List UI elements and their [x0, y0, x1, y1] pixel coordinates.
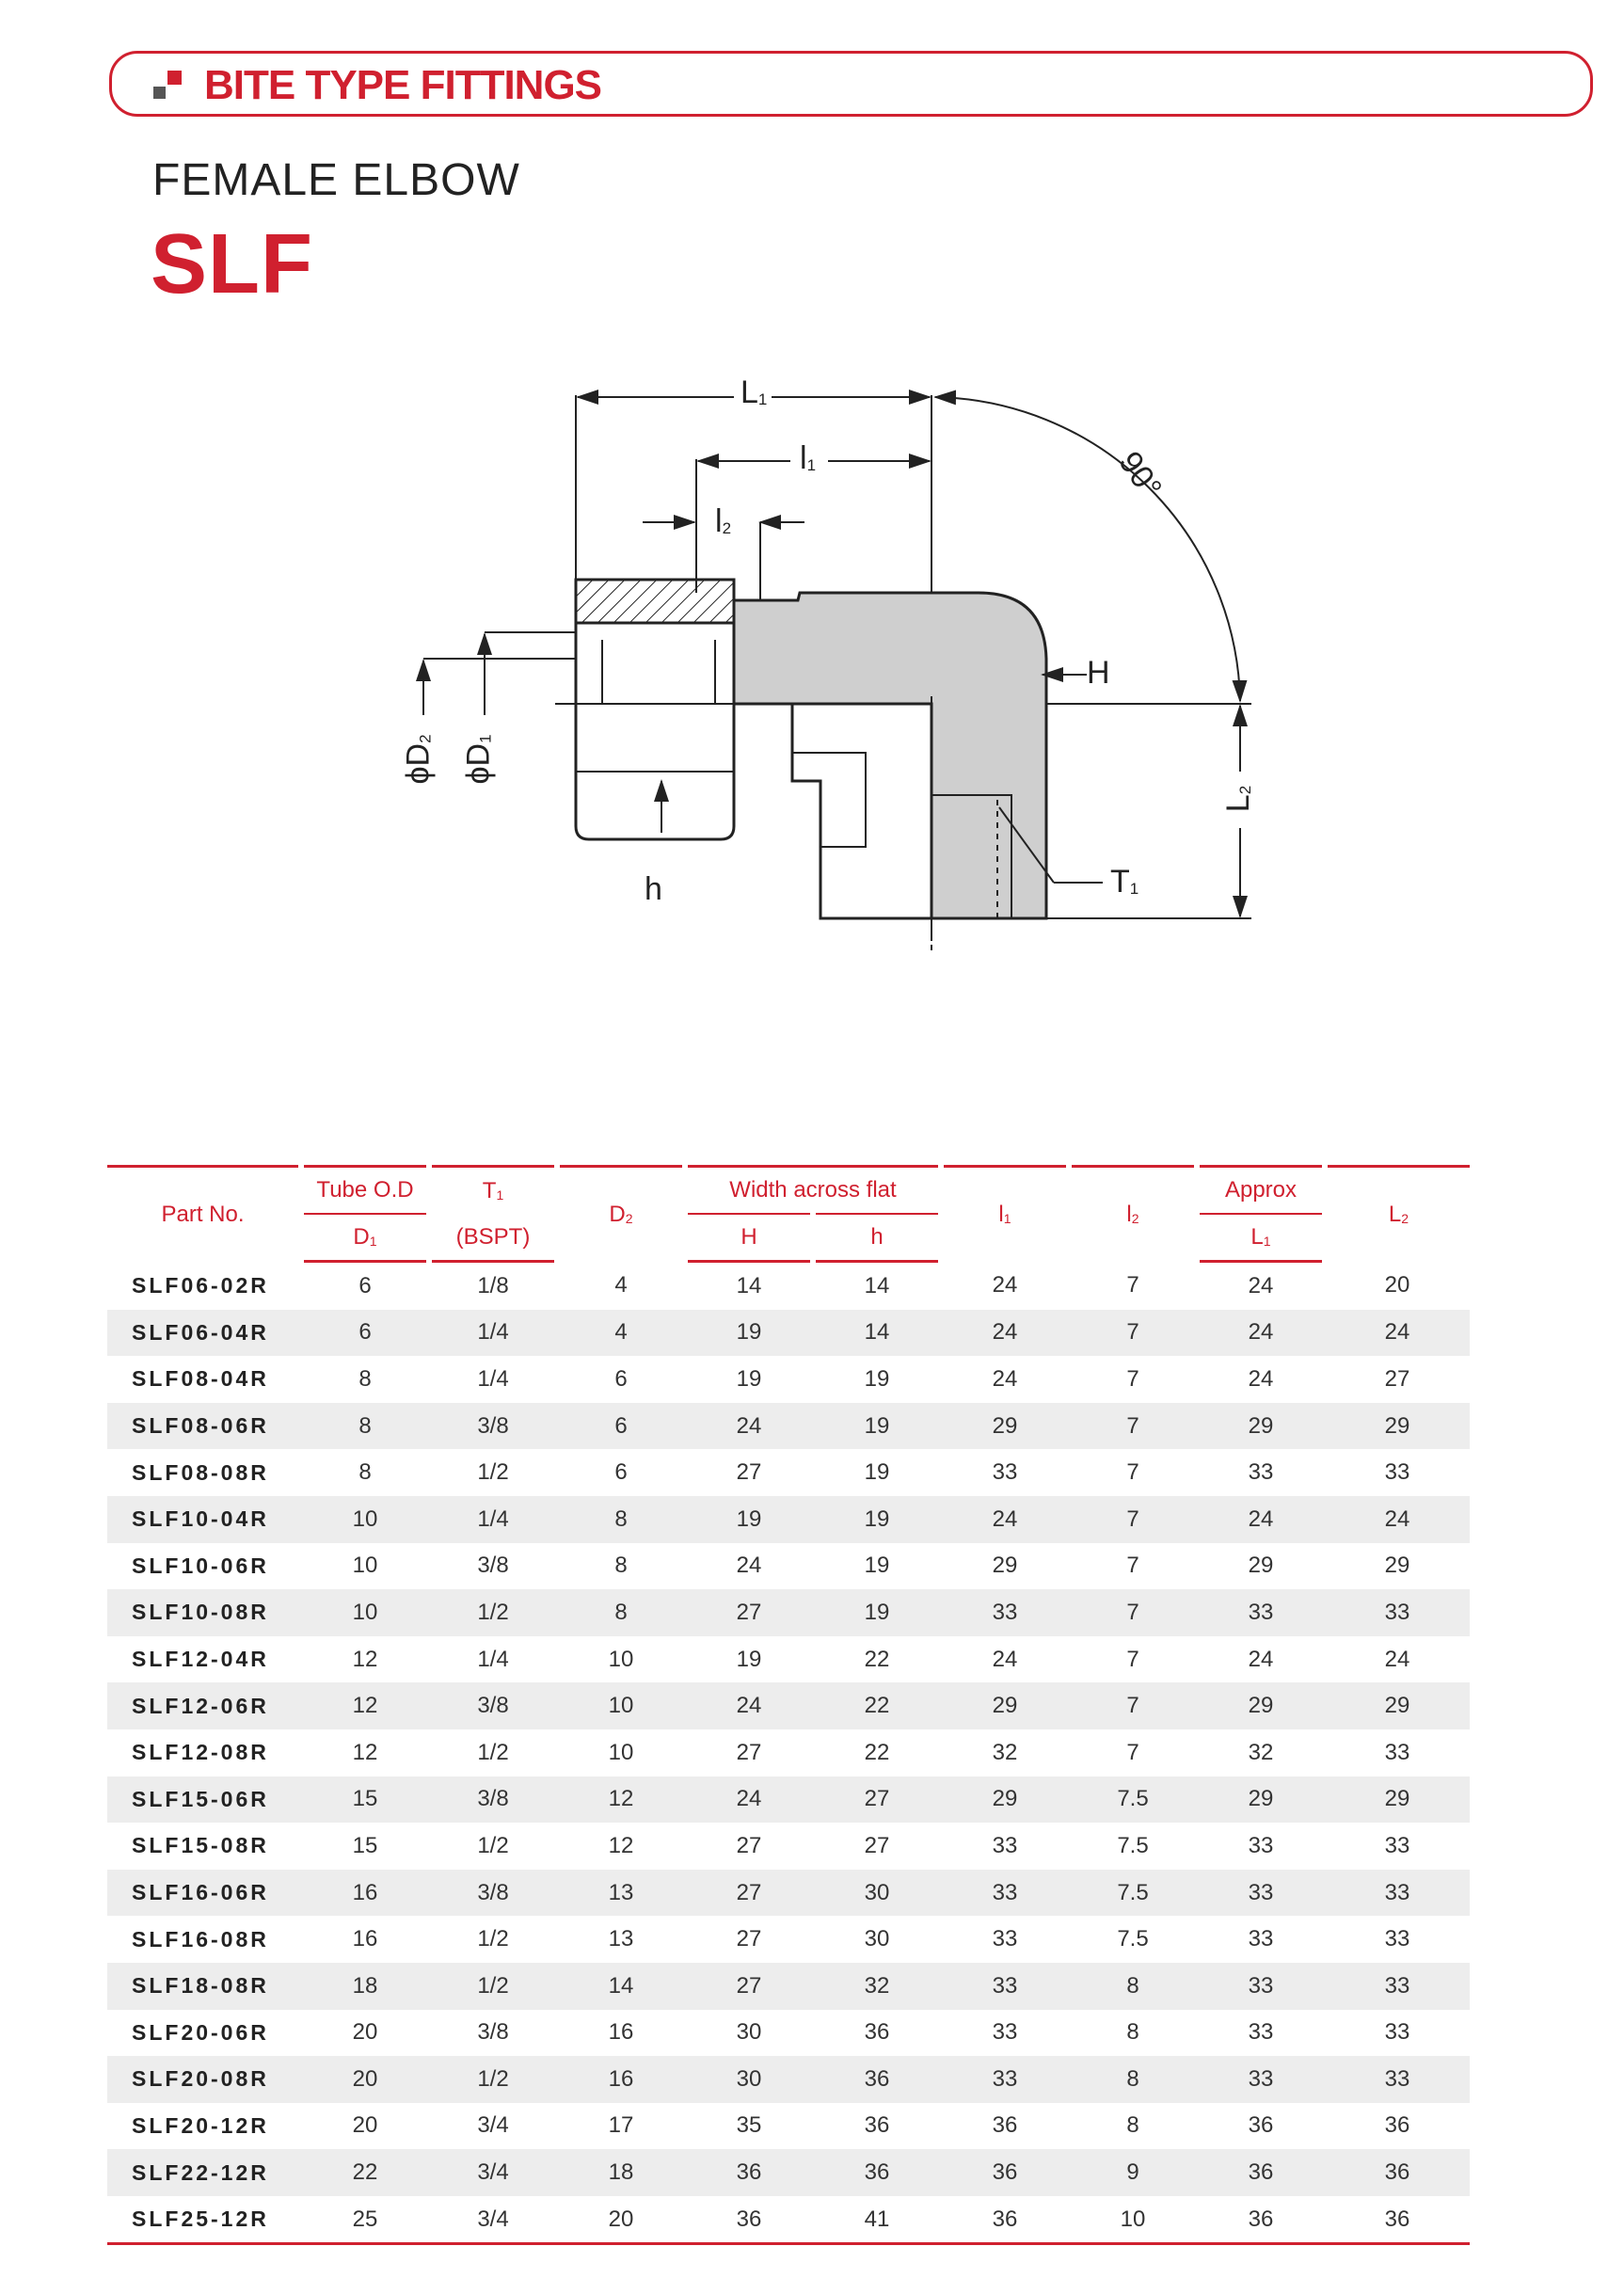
table-row — [107, 1403, 1470, 1450]
value-cell: 3/4 — [477, 2112, 509, 2139]
part-number-cell: SLF10-04R — [107, 1496, 301, 1543]
value-cell: 33 — [1384, 1739, 1410, 1765]
value-cell: 12 — [608, 1832, 634, 1858]
value-cell: 18 — [301, 1963, 429, 2010]
value-cell: 24 — [685, 1776, 813, 1824]
value-cell: 33 — [1248, 2019, 1274, 2046]
table-row — [107, 1356, 1470, 1403]
value-cell: 29 — [1197, 1403, 1325, 1450]
value-cell: 7 — [1126, 1272, 1139, 1298]
value-cell: 14 — [864, 1272, 890, 1298]
header-approx: Approx — [1197, 1167, 1325, 1215]
value-cell: 32 — [1248, 1739, 1274, 1765]
value-cell: 10 — [557, 1682, 685, 1729]
value-cell: 29 — [1325, 1682, 1470, 1729]
table-row — [107, 1310, 1470, 1357]
table-row — [107, 1916, 1470, 1963]
value-cell: 10 — [1069, 2196, 1197, 2244]
value-cell: 24 — [941, 1310, 1069, 1357]
value-cell: 6 — [614, 1365, 628, 1392]
table-row — [107, 1729, 1470, 1776]
value-cell: 10 — [301, 1496, 429, 1543]
value-cell: 7 — [1069, 1682, 1197, 1729]
technical-drawing — [0, 358, 1624, 979]
part-number-cell: SLF16-06R — [107, 1870, 301, 1917]
value-cell: 27 — [685, 1870, 813, 1917]
dimensions-table — [107, 1165, 1470, 2245]
value-cell: 8 — [1069, 2056, 1197, 2103]
value-cell: 33 — [992, 1926, 1018, 1952]
value-cell: 4 — [614, 1272, 628, 1298]
value-cell: 24 — [1197, 1496, 1325, 1543]
value-cell: 22 — [301, 2149, 429, 2196]
value-cell: 36 — [941, 2149, 1069, 2196]
header-t1: T1 — [429, 1167, 557, 1215]
value-cell: 29 — [941, 1682, 1069, 1729]
part-number-cell: SLF08-06R — [107, 1403, 301, 1450]
value-cell: 30 — [685, 2056, 813, 2103]
value-cell: 29 — [1197, 1682, 1325, 1729]
value-cell: 35 — [736, 2112, 762, 2139]
value-cell: 24 — [1325, 1496, 1470, 1543]
value-cell: 17 — [608, 2112, 634, 2139]
value-cell: 36 — [813, 2056, 941, 2103]
brand-mark-icon — [153, 71, 182, 99]
dim-L1: $L_1$ — [740, 374, 768, 410]
part-number-cell: SLF12-06R — [107, 1682, 301, 1729]
value-cell: 36 — [1384, 2112, 1410, 2139]
value-cell: 13 — [557, 1870, 685, 1917]
value-cell: 8 — [358, 1365, 372, 1392]
value-cell: 8 — [557, 1589, 685, 1636]
value-cell: 33 — [1325, 1963, 1470, 2010]
table-row — [107, 1823, 1470, 1870]
value-cell: 19 — [736, 1646, 762, 1672]
part-number-cell: SLF15-08R — [132, 1833, 269, 1858]
table-row — [107, 2103, 1470, 2150]
value-cell: 33 — [1248, 1832, 1274, 1858]
value-cell: 7 — [1126, 1459, 1139, 1486]
value-cell: 7.5 — [1117, 1926, 1149, 1952]
value-cell: 19 — [864, 1553, 890, 1579]
value-cell: 36 — [813, 2149, 941, 2196]
value-cell: 36 — [1325, 2149, 1470, 2196]
value-cell: 20 — [1384, 1272, 1410, 1298]
value-cell: 33 — [992, 1459, 1018, 1486]
value-cell: 10 — [608, 1646, 634, 1672]
value-cell: 29 — [992, 1553, 1018, 1579]
value-cell: 33 — [992, 2019, 1018, 2046]
value-cell: 7.5 — [1069, 1870, 1197, 1917]
value-cell: 1/4 — [477, 1365, 509, 1392]
product-code: SLF — [151, 217, 313, 311]
header-H: H — [685, 1214, 813, 1262]
value-cell: 7 — [1069, 1310, 1197, 1357]
header-d1: D1 — [301, 1214, 429, 1262]
part-number-cell: SLF25-12R — [107, 2196, 301, 2244]
value-cell: 29 — [1197, 1776, 1325, 1824]
part-number-cell: SLF10-06R — [132, 1553, 269, 1578]
value-cell: 3/8 — [429, 1870, 557, 1917]
value-cell: 30 — [864, 1926, 890, 1952]
value-cell: 7.5 — [1117, 1832, 1149, 1858]
value-cell: 8 — [301, 1403, 429, 1450]
value-cell: 33 — [1384, 1459, 1410, 1486]
table-row — [107, 1776, 1470, 1824]
value-cell: 1/4 — [477, 1646, 509, 1672]
value-cell: 6 — [557, 1403, 685, 1450]
value-cell: 36 — [1197, 2196, 1325, 2244]
value-cell: 33 — [941, 1870, 1069, 1917]
value-cell: 8 — [1126, 2112, 1139, 2139]
part-number-cell: SLF22-12R — [107, 2149, 301, 2196]
value-cell: 19 — [813, 1589, 941, 1636]
value-cell: 16 — [608, 2019, 634, 2046]
table-row — [107, 2056, 1470, 2103]
value-cell: 29 — [941, 1776, 1069, 1824]
value-cell: 1/2 — [477, 1739, 509, 1765]
value-cell: 6 — [358, 1272, 372, 1298]
value-cell: 8 — [1126, 2019, 1139, 2046]
value-cell: 12 — [352, 1646, 378, 1672]
table-row — [107, 1543, 1470, 1590]
value-cell: 24 — [1248, 1646, 1274, 1672]
header-l2: l2 — [1069, 1167, 1197, 1262]
value-cell: 10 — [608, 1739, 634, 1765]
value-cell: 30 — [813, 1870, 941, 1917]
part-number-cell: SLF20-08R — [107, 2056, 301, 2103]
value-cell: 3/4 — [429, 2196, 557, 2244]
header-L2: L2 — [1325, 1167, 1470, 1262]
value-cell: 24 — [1197, 1310, 1325, 1357]
value-cell: 29 — [1384, 1553, 1410, 1579]
value-cell: 14 — [736, 1272, 762, 1298]
part-number-cell: SLF08-04R — [132, 1366, 269, 1392]
value-cell: 3/4 — [429, 2149, 557, 2196]
part-number-cell: SLF18-08R — [107, 1963, 301, 2010]
dim-L2: $L_2$ — [1220, 785, 1257, 813]
value-cell: 16 — [352, 1926, 378, 1952]
value-cell: 24 — [941, 1496, 1069, 1543]
value-cell: 33 — [1325, 1870, 1470, 1917]
value-cell: 1/4 — [429, 1310, 557, 1357]
value-cell: 27 — [864, 1832, 890, 1858]
header-part-no: Part No. — [107, 1167, 301, 1262]
value-cell: 33 — [941, 1963, 1069, 2010]
value-cell: 36 — [864, 2112, 890, 2139]
value-cell: 22 — [864, 1739, 890, 1765]
value-cell: 33 — [992, 1832, 1018, 1858]
value-cell: 1/2 — [477, 1459, 509, 1486]
value-cell: 22 — [813, 1682, 941, 1729]
value-cell: 3/8 — [429, 1682, 557, 1729]
value-cell: 8 — [358, 1459, 372, 1486]
table-row — [107, 1870, 1470, 1917]
table-row — [107, 1636, 1470, 1683]
dim-angle: 90° — [1111, 445, 1170, 505]
header-h: h — [813, 1214, 941, 1262]
value-cell: 27 — [736, 1832, 762, 1858]
value-cell: 27 — [813, 1776, 941, 1824]
value-cell: 19 — [864, 1459, 890, 1486]
value-cell: 1/2 — [429, 1963, 557, 2010]
dim-l2: $l_2$ — [715, 503, 732, 539]
value-cell: 20 — [557, 2196, 685, 2244]
dim-D1: $\phi D_1$ — [460, 734, 497, 785]
header-L1: L1 — [1197, 1214, 1325, 1262]
value-cell: 4 — [557, 1310, 685, 1357]
value-cell: 32 — [992, 1739, 1018, 1765]
value-cell: 20 — [352, 2019, 378, 2046]
header-width-across-flat: Width across flat — [685, 1167, 941, 1215]
value-cell: 15 — [301, 1776, 429, 1824]
value-cell: 7 — [1069, 1496, 1197, 1543]
value-cell: 19 — [685, 1496, 813, 1543]
value-cell: 24 — [992, 1365, 1018, 1392]
value-cell: 24 — [1384, 1646, 1410, 1672]
section-header — [109, 51, 1593, 117]
value-cell: 41 — [813, 2196, 941, 2244]
value-cell: 32 — [813, 1963, 941, 2010]
value-cell: 7 — [1069, 1403, 1197, 1450]
value-cell: 33 — [1197, 1870, 1325, 1917]
section-title: BITE TYPE FITTINGS — [204, 62, 602, 108]
value-cell: 33 — [941, 1589, 1069, 1636]
value-cell: 8 — [614, 1553, 628, 1579]
value-cell: 6 — [301, 1310, 429, 1357]
value-cell: 12 — [352, 1739, 378, 1765]
value-cell: 33 — [1384, 1832, 1410, 1858]
value-cell: 29 — [1325, 1776, 1470, 1824]
value-cell: 36 — [1248, 2112, 1274, 2139]
value-cell: 20 — [301, 2056, 429, 2103]
value-cell: 24 — [685, 1682, 813, 1729]
value-cell: 24 — [992, 1272, 1018, 1298]
part-number-cell: SLF06-02R — [132, 1272, 269, 1298]
value-cell: 7 — [1126, 1646, 1139, 1672]
value-cell: 29 — [1248, 1553, 1274, 1579]
value-cell: 12 — [301, 1682, 429, 1729]
value-cell: 24 — [736, 1553, 762, 1579]
value-cell: 27 — [736, 1926, 762, 1952]
value-cell: 8 — [1069, 1963, 1197, 2010]
value-cell: 33 — [941, 2056, 1069, 2103]
part-number-cell: SLF12-08R — [132, 1740, 269, 1765]
value-cell: 24 — [1325, 1310, 1470, 1357]
value-cell: 19 — [736, 1365, 762, 1392]
value-cell: 33 — [1384, 1926, 1410, 1952]
part-number-cell: SLF20-06R — [132, 2019, 269, 2045]
value-cell: 3/8 — [477, 1553, 509, 1579]
value-cell: 27 — [685, 1589, 813, 1636]
table-row — [107, 2149, 1470, 2196]
value-cell: 16 — [557, 2056, 685, 2103]
value-cell: 19 — [685, 1310, 813, 1357]
part-number-cell: SLF10-08R — [107, 1589, 301, 1636]
value-cell: 27 — [1384, 1365, 1410, 1392]
value-cell: 33 — [1248, 1926, 1274, 1952]
value-cell: 20 — [352, 2112, 378, 2139]
table-row — [107, 1682, 1470, 1729]
value-cell: 36 — [1197, 2149, 1325, 2196]
value-cell: 27 — [736, 1739, 762, 1765]
value-cell: 19 — [813, 1403, 941, 1450]
value-cell: 22 — [864, 1646, 890, 1672]
value-cell: 1/2 — [477, 1832, 509, 1858]
dim-l1: $l_1$ — [800, 440, 817, 476]
dim-T1: $T_1$ — [1110, 864, 1139, 900]
value-cell: 24 — [992, 1646, 1018, 1672]
value-cell: 24 — [1248, 1365, 1274, 1392]
value-cell: 18 — [557, 2149, 685, 2196]
table-row — [107, 1262, 1470, 1310]
value-cell: 7.5 — [1069, 1776, 1197, 1824]
value-cell: 12 — [557, 1776, 685, 1824]
value-cell: 15 — [352, 1832, 378, 1858]
value-cell: 36 — [1325, 2196, 1470, 2244]
value-cell: 27 — [736, 1459, 762, 1486]
value-cell: 33 — [1325, 1589, 1470, 1636]
part-number-cell: SLF12-04R — [132, 1647, 269, 1672]
header-tube-od: Tube O.D — [301, 1167, 429, 1215]
value-cell: 1/2 — [429, 2056, 557, 2103]
header-bspt: (BSPT) — [429, 1214, 557, 1262]
table-row — [107, 1589, 1470, 1636]
value-cell: 3/8 — [477, 2019, 509, 2046]
value-cell: 33 — [1197, 1589, 1325, 1636]
value-cell: 14 — [813, 1310, 941, 1357]
value-cell: 33 — [1325, 2056, 1470, 2103]
value-cell: 1/2 — [429, 1589, 557, 1636]
value-cell: 10 — [301, 1589, 429, 1636]
header-d2: D2 — [557, 1167, 685, 1262]
part-number-cell: SLF20-12R — [132, 2112, 269, 2138]
value-cell: 14 — [557, 1963, 685, 2010]
product-name: FEMALE ELBOW — [152, 155, 520, 205]
value-cell: 24 — [1248, 1272, 1274, 1298]
dim-D2: $\phi D_2$ — [400, 734, 437, 785]
value-cell: 24 — [685, 1403, 813, 1450]
header-l1: l1 — [941, 1167, 1069, 1262]
dim-H: H — [1087, 655, 1110, 691]
value-cell: 7 — [1126, 1739, 1139, 1765]
value-cell: 13 — [608, 1926, 634, 1952]
value-cell: 33 — [1197, 1963, 1325, 2010]
table-body — [107, 1262, 1470, 2244]
value-cell: 7 — [1069, 1589, 1197, 1636]
table-row — [107, 1449, 1470, 1496]
value-cell: 36 — [992, 2112, 1018, 2139]
value-cell: 33 — [1384, 2019, 1410, 2046]
value-cell: 1/8 — [477, 1272, 509, 1298]
value-cell: 3/8 — [429, 1403, 557, 1450]
part-number-cell: SLF15-06R — [107, 1776, 301, 1824]
value-cell: 27 — [685, 1963, 813, 2010]
value-cell: 33 — [1197, 2056, 1325, 2103]
value-cell: 3/8 — [429, 1776, 557, 1824]
value-cell: 36 — [685, 2196, 813, 2244]
value-cell: 1/2 — [477, 1926, 509, 1952]
value-cell: 7 — [1126, 1553, 1139, 1579]
value-cell: 33 — [1248, 1459, 1274, 1486]
value-cell: 29 — [941, 1403, 1069, 1450]
value-cell: 25 — [301, 2196, 429, 2244]
table-row — [107, 2196, 1470, 2244]
part-number-cell: SLF06-04R — [107, 1310, 301, 1357]
value-cell: 6 — [614, 1459, 628, 1486]
part-number-cell: SLF16-08R — [132, 1926, 269, 1951]
value-cell: 10 — [352, 1553, 378, 1579]
value-cell: 19 — [864, 1365, 890, 1392]
value-cell: 36 — [685, 2149, 813, 2196]
table-row — [107, 1496, 1470, 1543]
value-cell: 16 — [301, 1870, 429, 1917]
value-cell: 36 — [864, 2019, 890, 2046]
table-row — [107, 2010, 1470, 2057]
value-cell: 29 — [1325, 1403, 1470, 1450]
value-cell: 1/4 — [429, 1496, 557, 1543]
value-cell: 7 — [1126, 1365, 1139, 1392]
value-cell: 36 — [941, 2196, 1069, 2244]
value-cell: 30 — [736, 2019, 762, 2046]
table-row — [107, 1963, 1470, 2010]
value-cell: 19 — [813, 1496, 941, 1543]
dim-h: h — [645, 871, 662, 907]
value-cell: 9 — [1069, 2149, 1197, 2196]
part-number-cell: SLF08-08R — [132, 1459, 269, 1485]
value-cell: 8 — [557, 1496, 685, 1543]
